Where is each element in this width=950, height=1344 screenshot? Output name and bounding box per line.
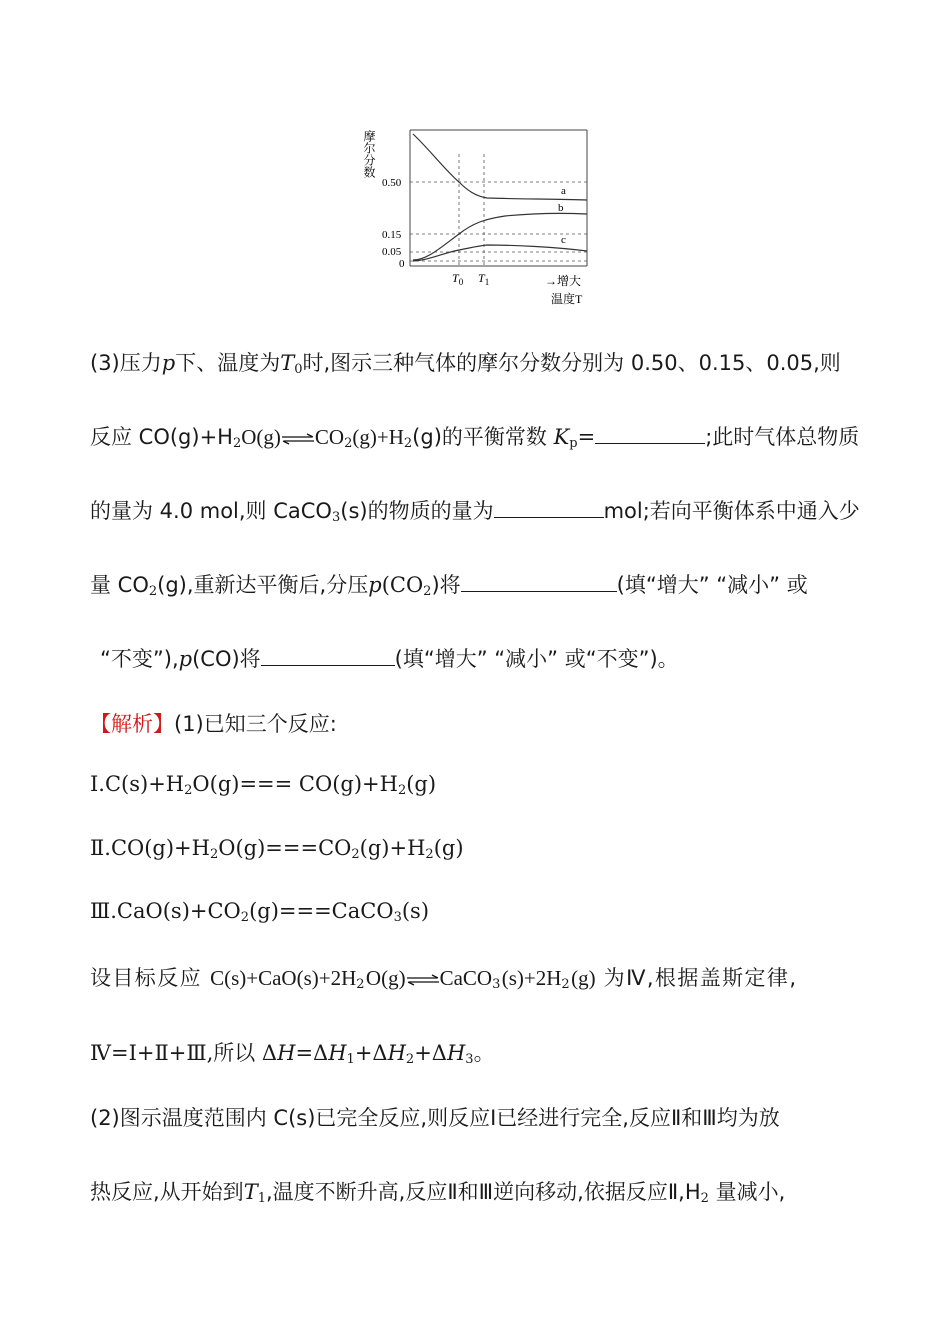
target-reaction: 设目标反应 $C(s)+CaO(s)+2H_2O(g)$ $CaCO_3(s)+2H_2(g)$ 为Ⅳ,根据盖斯定律, — [90, 966, 798, 992]
q3-line-5: “不变”),p(CO)将 (填“增大” “减小” 或“不变”)。 — [100, 647, 679, 671]
q3-line-3: 的量为 4.0 mol,则 CaCO$_3$(s)的物质的量为 mol;若向平衡体系中通入少 — [90, 499, 860, 525]
q3-line-1: (3)压力p下、温度为$T_0$时,图示三种气体的摩尔分数分别为 0.50、0.15、0.05,则 — [90, 351, 841, 377]
reaction-1: $Ⅰ.C(s)+H_2O(g)=== CO(g)+H_2(g)$ — [90, 772, 437, 798]
part2-line-2: 热反应,从开始到$T_1$,温度不断升高,反应Ⅱ和Ⅲ逆向移动,依据反应$Ⅱ,H_2$ 量减小, — [90, 1180, 786, 1206]
y-tick-005: 0.05 — [382, 246, 402, 258]
q3-line-2: 反应 $CO(g)+H_2O(g)$ $CO_2(g)+H_2(g)$的平衡常数 $K_p=$ ;此时气体总物质 — [90, 425, 860, 451]
series-c-label: c — [561, 234, 566, 246]
series-b-label: b — [558, 202, 564, 214]
y-tick-0: 0 — [399, 258, 405, 270]
part2-line-1: (2)图示温度范围内 C(s)已完全反应,则反应Ⅰ已经进行完全,反应Ⅱ和Ⅲ均为放 — [90, 1106, 780, 1130]
reaction-2: $Ⅱ.CO(g)+H_2O(g)===CO_2(g)+H_2(g)$ — [90, 836, 464, 862]
series-c-curve — [413, 245, 587, 261]
x-axis-note: →增大 — [545, 274, 582, 288]
y-tick-015: 0.15 — [382, 229, 402, 241]
q3-line-4: 量 $CO_2(g)$,重新达平衡后,分压$p(CO_2)$将 (填“增大” “减小” 或 — [90, 573, 808, 599]
mole-fraction-chart — [355, 120, 605, 312]
reaction-3: $Ⅲ.CaO(s)+CO_2(g)===CaCO_3(s)$ — [90, 899, 430, 925]
answer-blank-kp[interactable] — [595, 424, 705, 444]
y-tick-050: 0.50 — [382, 177, 402, 189]
analysis-tag: 【解析】 — [90, 712, 174, 736]
answer-blank-pco[interactable] — [261, 646, 395, 666]
reversible-arrow-icon-2 — [406, 974, 440, 986]
answer-blank-pco2[interactable] — [461, 572, 617, 592]
y-axis-label: 摩尔分数 — [362, 130, 376, 178]
x-tick-t0: $T_0$ — [452, 271, 464, 287]
reversible-arrow-icon — [281, 433, 315, 445]
analysis-heading: 【解析】(1)已知三个反应: — [90, 712, 337, 736]
x-axis-label: 温度T — [551, 292, 583, 306]
answer-blank-caco3[interactable] — [494, 498, 604, 518]
x-tick-t1: $T_1$ — [478, 271, 490, 287]
series-a-label: a — [561, 185, 566, 197]
hess-law-line: Ⅳ=Ⅰ+Ⅱ+Ⅲ,所以 $\Delta H=\Delta H_1+\Delta H_2+\Delta H_3$。 — [90, 1041, 495, 1067]
